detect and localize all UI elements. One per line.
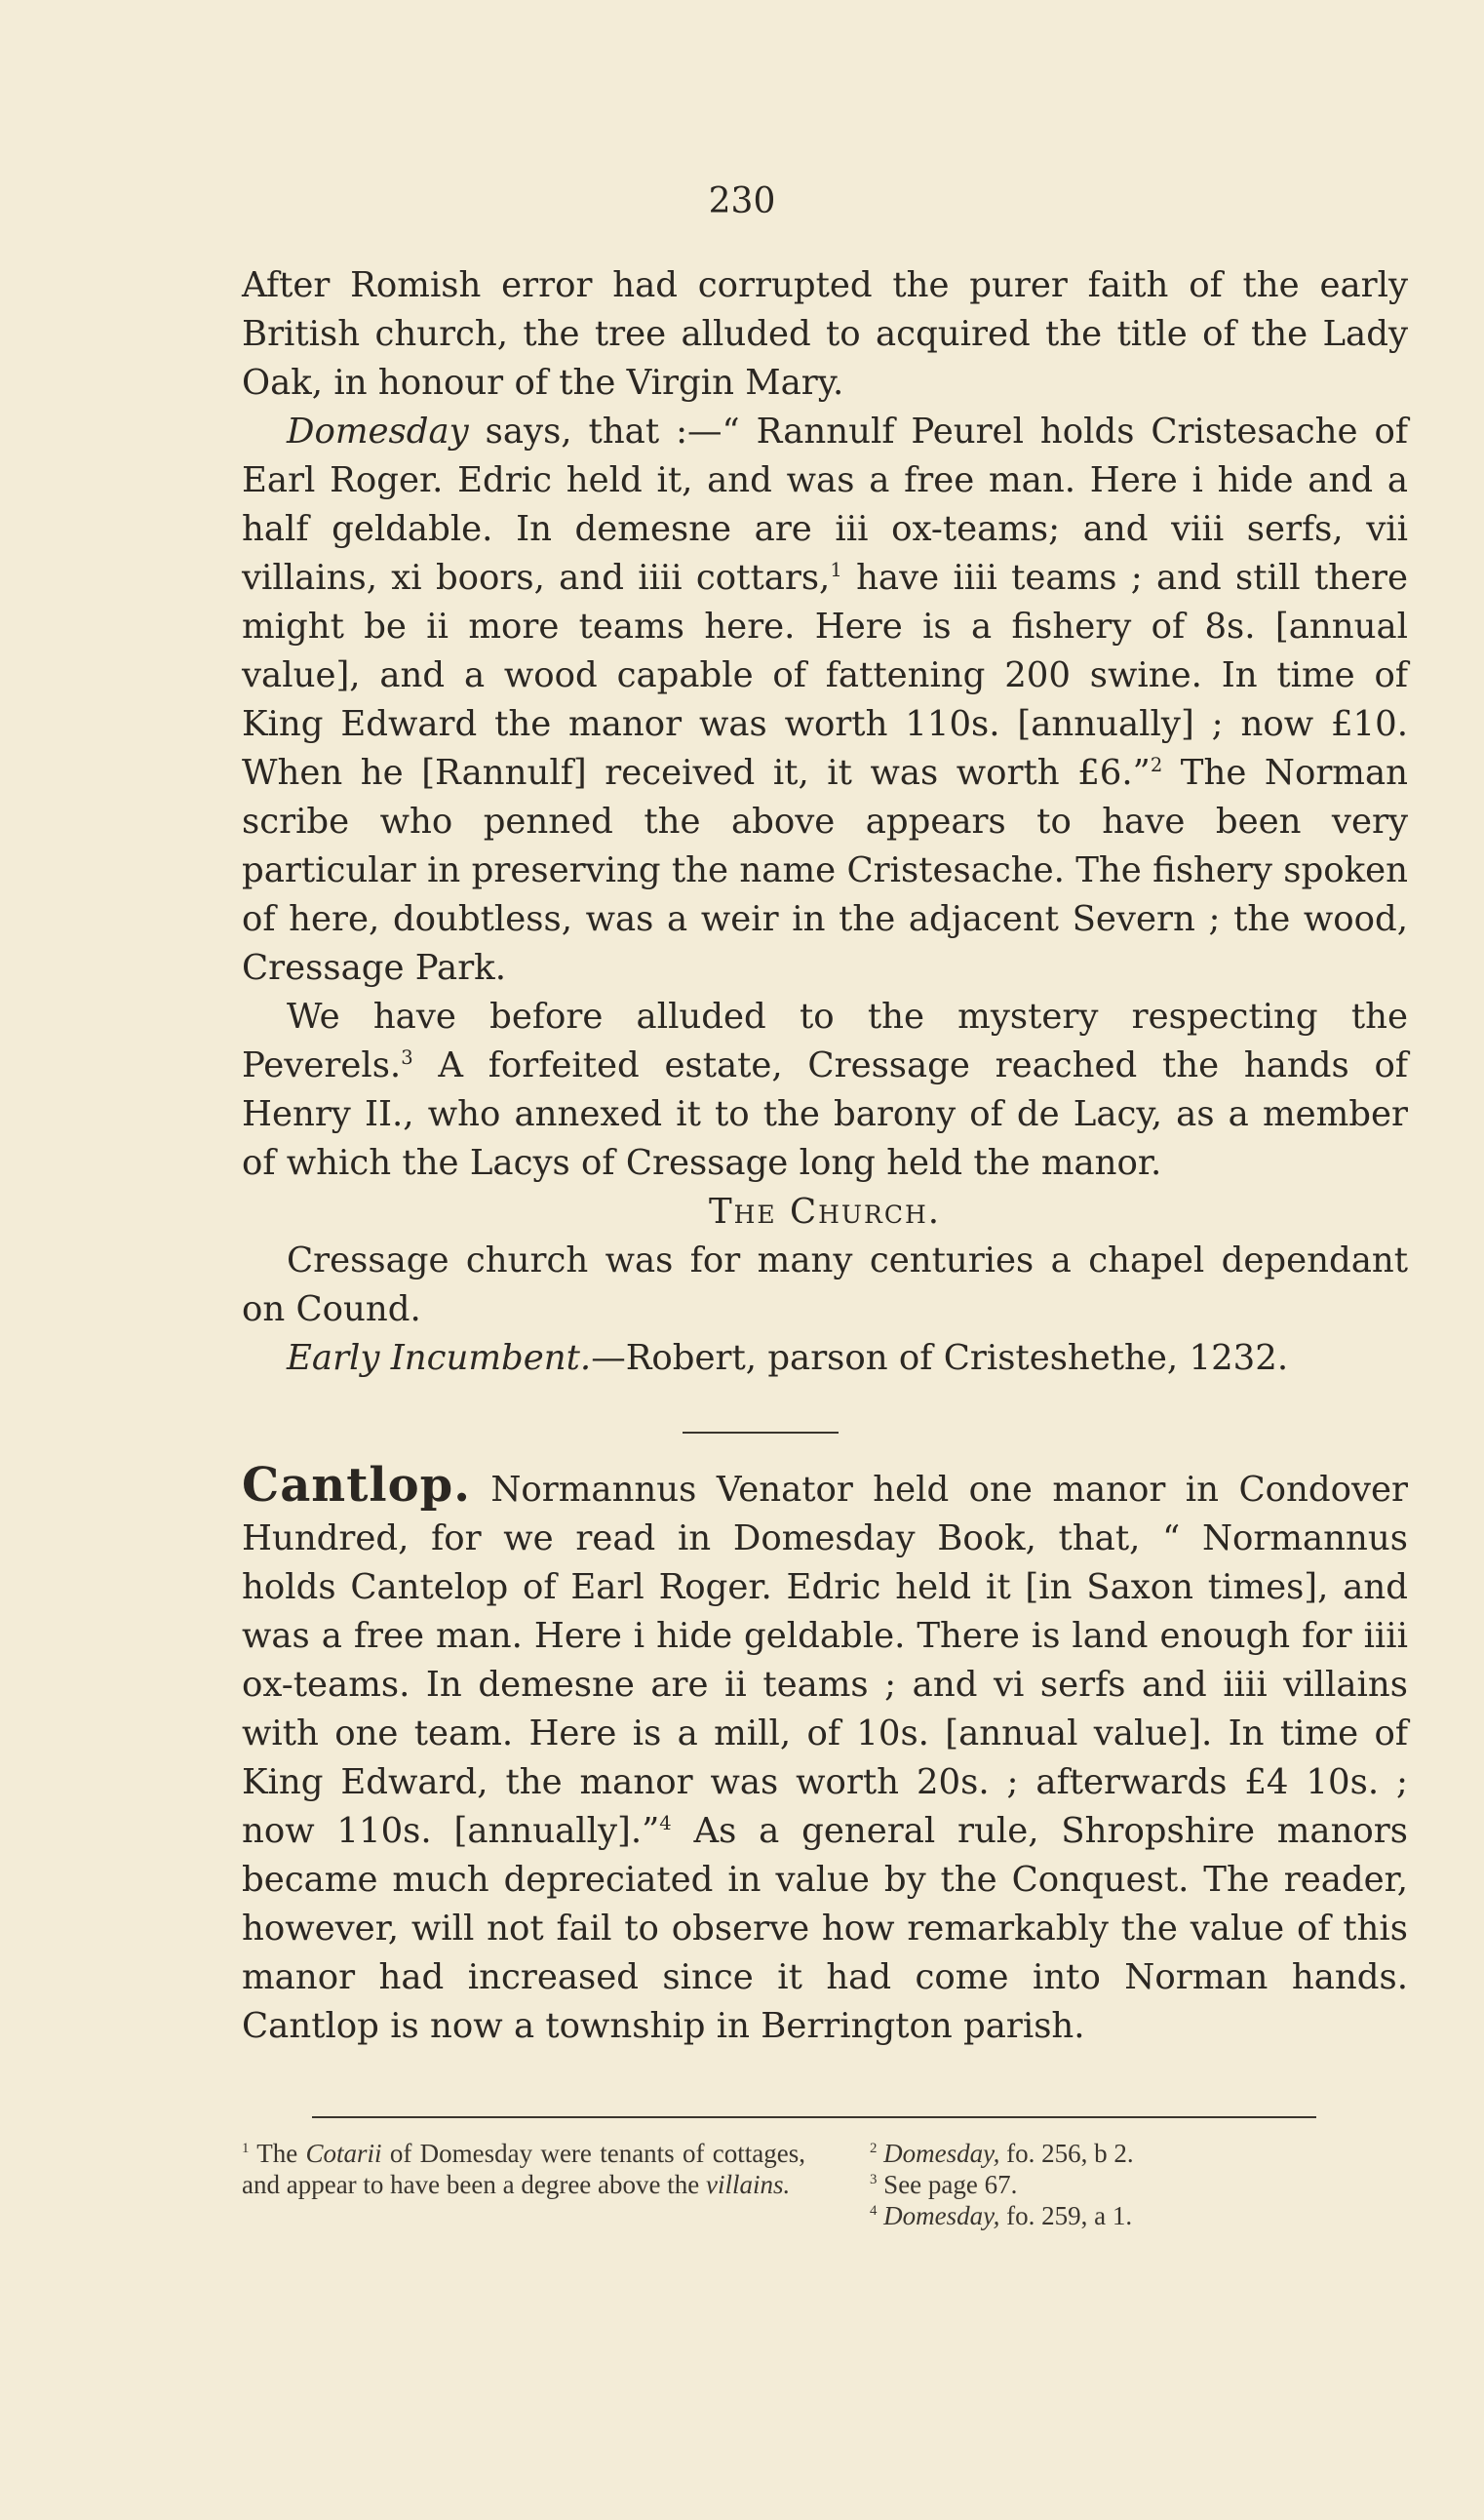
domesday-quote-continued: have iiii teams ; and still there might be ii more teams here. Here is a fishery of 8s. [annual value], and a wood capable of fattening 200 swine. In time of King Edward the manor was worth 110s. [annually] ; now £10. When he [Rannulf] received it, it was worth £6.” xyxy=(242,558,1408,793)
forfeited-estate-text: A forfeited estate, Cressage reached the hands of Henry II., who annexed it to the barony of de Lacy, as a member of which the Lacys of Cressage long held the manor. xyxy=(242,1045,1408,1183)
church-heading: The Church. xyxy=(708,1192,942,1232)
footnote-ref-2[interactable]: 2 xyxy=(1150,754,1163,777)
paragraph-cantlop xyxy=(242,1458,1408,2051)
peverels-text: We have before alluded to the mystery respecting the Peverels. xyxy=(242,997,1408,1085)
incumbent-label: Early Incumbent. xyxy=(287,1338,592,1378)
footnote-4 xyxy=(870,2200,1299,2231)
footnote-3 xyxy=(870,2169,1299,2200)
cantlop-text-continued: As a general rule, Shropshire manors became much depreciated in value by the Conquest. The reader, however, will not fail to observe how remarkably the value of this manor had increased since it had come into Norman hands. Cantlop is now a township in Berrington parish. xyxy=(242,1811,1408,2046)
footnote-4-number: 4 xyxy=(870,2203,878,2219)
footnote-1-villains: villains. xyxy=(706,2170,791,2199)
footnote-ref-3[interactable]: 3 xyxy=(401,1046,413,1070)
footnote-2-text: fo. 256, b 2. xyxy=(999,2139,1134,2168)
domesday-quote: says, that :—“ Rannulf Peurel holds Cristesache of Earl Roger. Edric held it, and was a free man. Here i hide and a half geldable. In demesne are iii ox-teams; and viii serfs, vii villains, xi boors, and iiii cottars, xyxy=(242,412,1408,598)
footnote-2 xyxy=(870,2138,1299,2169)
paragraph-incumbent xyxy=(242,1334,1408,1383)
page-number: 230 xyxy=(708,181,776,221)
section-divider xyxy=(683,1432,839,1434)
footnote-4-domesday: Domesday, xyxy=(883,2201,1000,2230)
footnote-1-number: 1 xyxy=(242,2141,250,2156)
paragraph-lady-oak: After Romish error had corrupted the purer faith of the early British church, the tree alluded to acquired the title of the Lady Oak, in honour of the Virgin Mary. xyxy=(242,265,1408,403)
cantlop-text: Normannus Venator held one manor in Condover Hundred, for we read in Domesday Book, that, “ Normannus holds Cantelop of Earl Roger. Edric held it [in Saxon times], and was a free man. Here i hide geldable. There is land enough for iiii ox-teams. In demesne are ii teams ; and vi serfs and iiii villains with one team. Here is a mill, of 10s. [annual value]. In time of King Edward, the manor was worth 20s. ; afterwards £4 10s. ; now 110s. [annually].” xyxy=(242,1470,1408,1851)
norman-scribe-text: The Norman scribe who penned the above appears to have been very particular in preserving the name Cristesache. The fishery spoken of here, doubtless, was a weir in the adjacent Severn ; the wood, Cressage Park. xyxy=(242,753,1408,988)
cantlop-drop-title: Cantlop. xyxy=(242,1458,471,1513)
footnote-4-text: fo. 259, a 1. xyxy=(999,2201,1133,2230)
incumbent-text: —Robert, parson of Cristeshethe, 1232. xyxy=(591,1338,1289,1378)
footnote-1-text-a: The xyxy=(249,2139,306,2168)
footnote-3-text: See page 67. xyxy=(877,2170,1018,2199)
footnote-2-number: 2 xyxy=(870,2141,878,2156)
footnote-1-cotarii: Cotarii xyxy=(305,2139,382,2168)
footnote-ref-1[interactable]: 1 xyxy=(830,559,842,582)
footnotes-right xyxy=(870,2138,1299,2231)
paragraph-church: Cressage church was for many centuries a chapel dependant on Cound. xyxy=(242,1240,1408,1329)
footnote-1 xyxy=(242,2138,805,2200)
section-cressage xyxy=(242,261,1408,1383)
paragraph-peverels xyxy=(242,993,1408,1188)
footnote-rule xyxy=(312,2116,1316,2118)
domesday-title: Domesday xyxy=(287,412,469,452)
footnote-1-text-b: of Domesday were tenants of cottages, and appear to have been a degree above the xyxy=(242,2139,805,2199)
section-cantlop xyxy=(242,1458,1408,2051)
footnote-3-number: 3 xyxy=(870,2172,878,2187)
footnote-ref-4[interactable]: 4 xyxy=(659,1812,672,1835)
footnote-2-domesday: Domesday, xyxy=(883,2139,1000,2168)
paragraph-domesday-cressage xyxy=(242,408,1408,993)
